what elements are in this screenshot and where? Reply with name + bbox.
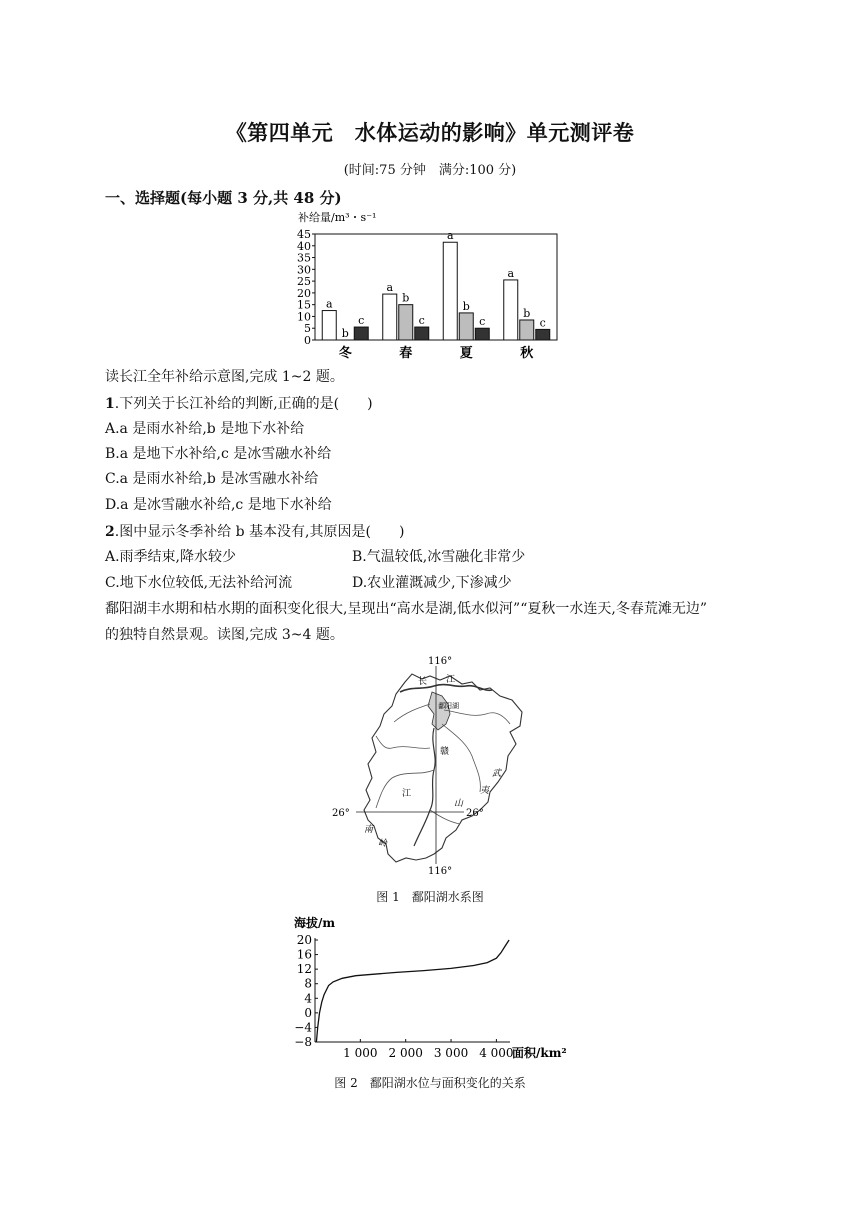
tributary <box>376 736 430 748</box>
intro-q1-2: 读长江全年补给示意图,完成 1~2 题。 <box>105 369 344 385</box>
supply-bar-chart <box>290 208 570 364</box>
figure-1-caption: 图 1 鄱阳湖水系图 <box>376 890 484 904</box>
intro-q3-4-line1: 鄱阳湖丰水期和枯水期的面积变化很大,呈现出“高水是湖,低水似河”“夏秋一水连天,冬春荒滩无边” <box>105 601 707 617</box>
q2-option-d[interactable]: D.农业灌溉减少,下渗减少 <box>352 575 512 591</box>
nanling-label: 南 <box>364 825 374 835</box>
level-area-line-chart <box>280 912 580 1062</box>
bar-chart-ytick-label: 20 <box>297 286 311 300</box>
question-2-stem: .图中显示冬季补给 b 基本没有,其原因是( ) <box>114 524 405 540</box>
level-area-curve <box>316 940 509 1042</box>
section-heading: 一、选择题(每小题 3 分,共 48 分) <box>105 189 342 207</box>
question-2-number: 2 <box>105 524 115 540</box>
gan-river-label: 赣 <box>440 747 450 757</box>
bar-chart-category-label: 夏 <box>459 346 473 361</box>
gan-river-label: 江 <box>402 789 412 799</box>
line-chart-y-axis <box>294 933 318 1049</box>
q1-option-b[interactable]: B.a 是地下水补给,c 是冰雪融水补给 <box>105 446 332 462</box>
question-1 <box>105 394 373 414</box>
nanling-label: 岭 <box>378 839 388 849</box>
bar-chart-ytick-label: 0 <box>304 334 311 347</box>
lat-label-right: 26° <box>466 808 484 819</box>
line-chart-xtick-label: 3 000 <box>433 1046 469 1060</box>
tributary <box>394 704 430 722</box>
bar-a <box>322 311 336 340</box>
lon-label-bottom: 116° <box>428 866 453 877</box>
bar-c <box>536 329 550 340</box>
q2-option-c[interactable]: C.地下水位较低,无法补给河流 <box>105 575 293 591</box>
bar-chart-ytick-label: 40 <box>297 239 311 253</box>
bar-a <box>504 280 518 340</box>
lon-label-top: 116° <box>428 656 453 667</box>
line-chart-ytick-label: 4 <box>304 991 312 1006</box>
line-chart-ytick-label: −8 <box>294 1035 312 1049</box>
bar-series-label: a <box>325 297 333 311</box>
bar-chart-ytick-label: 30 <box>297 263 311 277</box>
tributary <box>444 710 510 724</box>
line-chart-ytick-label: 16 <box>296 947 312 962</box>
gan-river <box>414 728 435 846</box>
tributary <box>442 724 480 792</box>
bar-series-label: a <box>446 229 454 243</box>
bar-a <box>383 294 397 340</box>
q1-option-c[interactable]: C.a 是雨水补给,b 是冰雪融水补给 <box>105 471 319 487</box>
bar-chart-category-label: 秋 <box>520 346 534 361</box>
bar-chart-ytick-label: 5 <box>304 322 311 336</box>
page-subtitle: (时间:75 分钟 满分:100 分) <box>343 163 517 178</box>
q1-option-d[interactable]: D.a 是冰雪融水补给,c 是地下水补给 <box>105 497 332 513</box>
bar-series-label: c <box>358 314 365 328</box>
q2-option-a[interactable]: A.雨季结束,降水较少 <box>105 549 237 565</box>
line-chart-ytick-label: 12 <box>296 962 312 977</box>
bar-chart-x-axis <box>339 345 534 361</box>
line-chart-ytick-label: 20 <box>296 933 312 947</box>
changjiang-label: 长 <box>418 677 428 687</box>
poyang-water-system-map <box>330 652 530 880</box>
bar-b <box>520 320 534 340</box>
bar-b <box>399 305 413 340</box>
bar-series-label: c <box>479 315 486 329</box>
line-chart-ytick-label: 0 <box>304 1005 312 1020</box>
bar-chart-ylabel: 补给量/m³・s⁻¹ <box>298 211 377 224</box>
line-chart-xtick-label: 1 000 <box>343 1046 378 1060</box>
lat-label-left: 26° <box>332 808 350 819</box>
q1-option-a[interactable]: A.a 是雨水补给,b 是地下水补给 <box>105 421 305 437</box>
bar-chart-ytick-label: 45 <box>297 228 311 241</box>
yangtze-river <box>400 685 492 692</box>
intro-q3-4-line2: 的独特自然景观。读图,完成 3~4 题。 <box>105 627 344 643</box>
line-chart-xtick-label: 2 000 <box>388 1046 423 1060</box>
bar-series-label: a <box>386 281 394 295</box>
line-chart-xtick-label: 4 000 <box>479 1046 514 1060</box>
bar-series-label: a <box>507 266 515 280</box>
question-1-stem: .下列关于长江补给的判断,正确的是( ) <box>114 396 373 412</box>
bar-b <box>459 313 473 340</box>
bar-chart-category-label: 冬 <box>338 346 352 361</box>
bar-series-label: b <box>402 291 410 305</box>
bar-chart-ytick-label: 10 <box>297 310 311 324</box>
bar-c <box>415 327 429 340</box>
lake-label: 鄱阳湖 <box>438 702 459 710</box>
wuyi-label: 武 <box>492 769 502 779</box>
bar-chart-bars <box>322 229 550 340</box>
line-chart-ylabel: 海拔/m <box>294 916 336 930</box>
changjiang-label: 江 <box>446 675 456 685</box>
bar-series-label: c <box>539 316 546 330</box>
bar-chart-ytick-label: 25 <box>297 275 311 289</box>
bar-chart-y-axis <box>297 228 315 347</box>
figure-2-caption: 图 2 鄱阳湖水位与面积变化的关系 <box>334 1076 526 1090</box>
line-chart-ytick-label: 8 <box>304 976 312 991</box>
bar-chart-ytick-label: 15 <box>297 298 311 312</box>
bar-a <box>443 242 457 340</box>
bar-series-label: c <box>418 314 425 328</box>
bar-series-label: b <box>462 299 470 313</box>
wuyi-label: 山 <box>454 799 464 809</box>
line-chart-xlabel: 面积/km² <box>512 1046 567 1060</box>
line-chart-ytick-label: −4 <box>294 1020 312 1035</box>
wuyi-label: 夷 <box>480 786 490 796</box>
bar-chart-ytick-label: 35 <box>297 251 311 265</box>
bar-c <box>354 327 368 340</box>
bar-chart-category-label: 春 <box>399 346 413 361</box>
page-title: 《第四单元 水体运动的影响》单元测评卷 <box>225 120 635 145</box>
q2-option-b[interactable]: B.气温较低,冰雪融化非常少 <box>352 549 526 565</box>
question-2 <box>105 522 404 542</box>
bar-series-label: b <box>341 327 349 340</box>
question-1-number: 1 <box>105 396 115 412</box>
bar-c <box>475 328 489 340</box>
poyang-lake <box>428 692 450 730</box>
bar-series-label: b <box>523 306 531 320</box>
